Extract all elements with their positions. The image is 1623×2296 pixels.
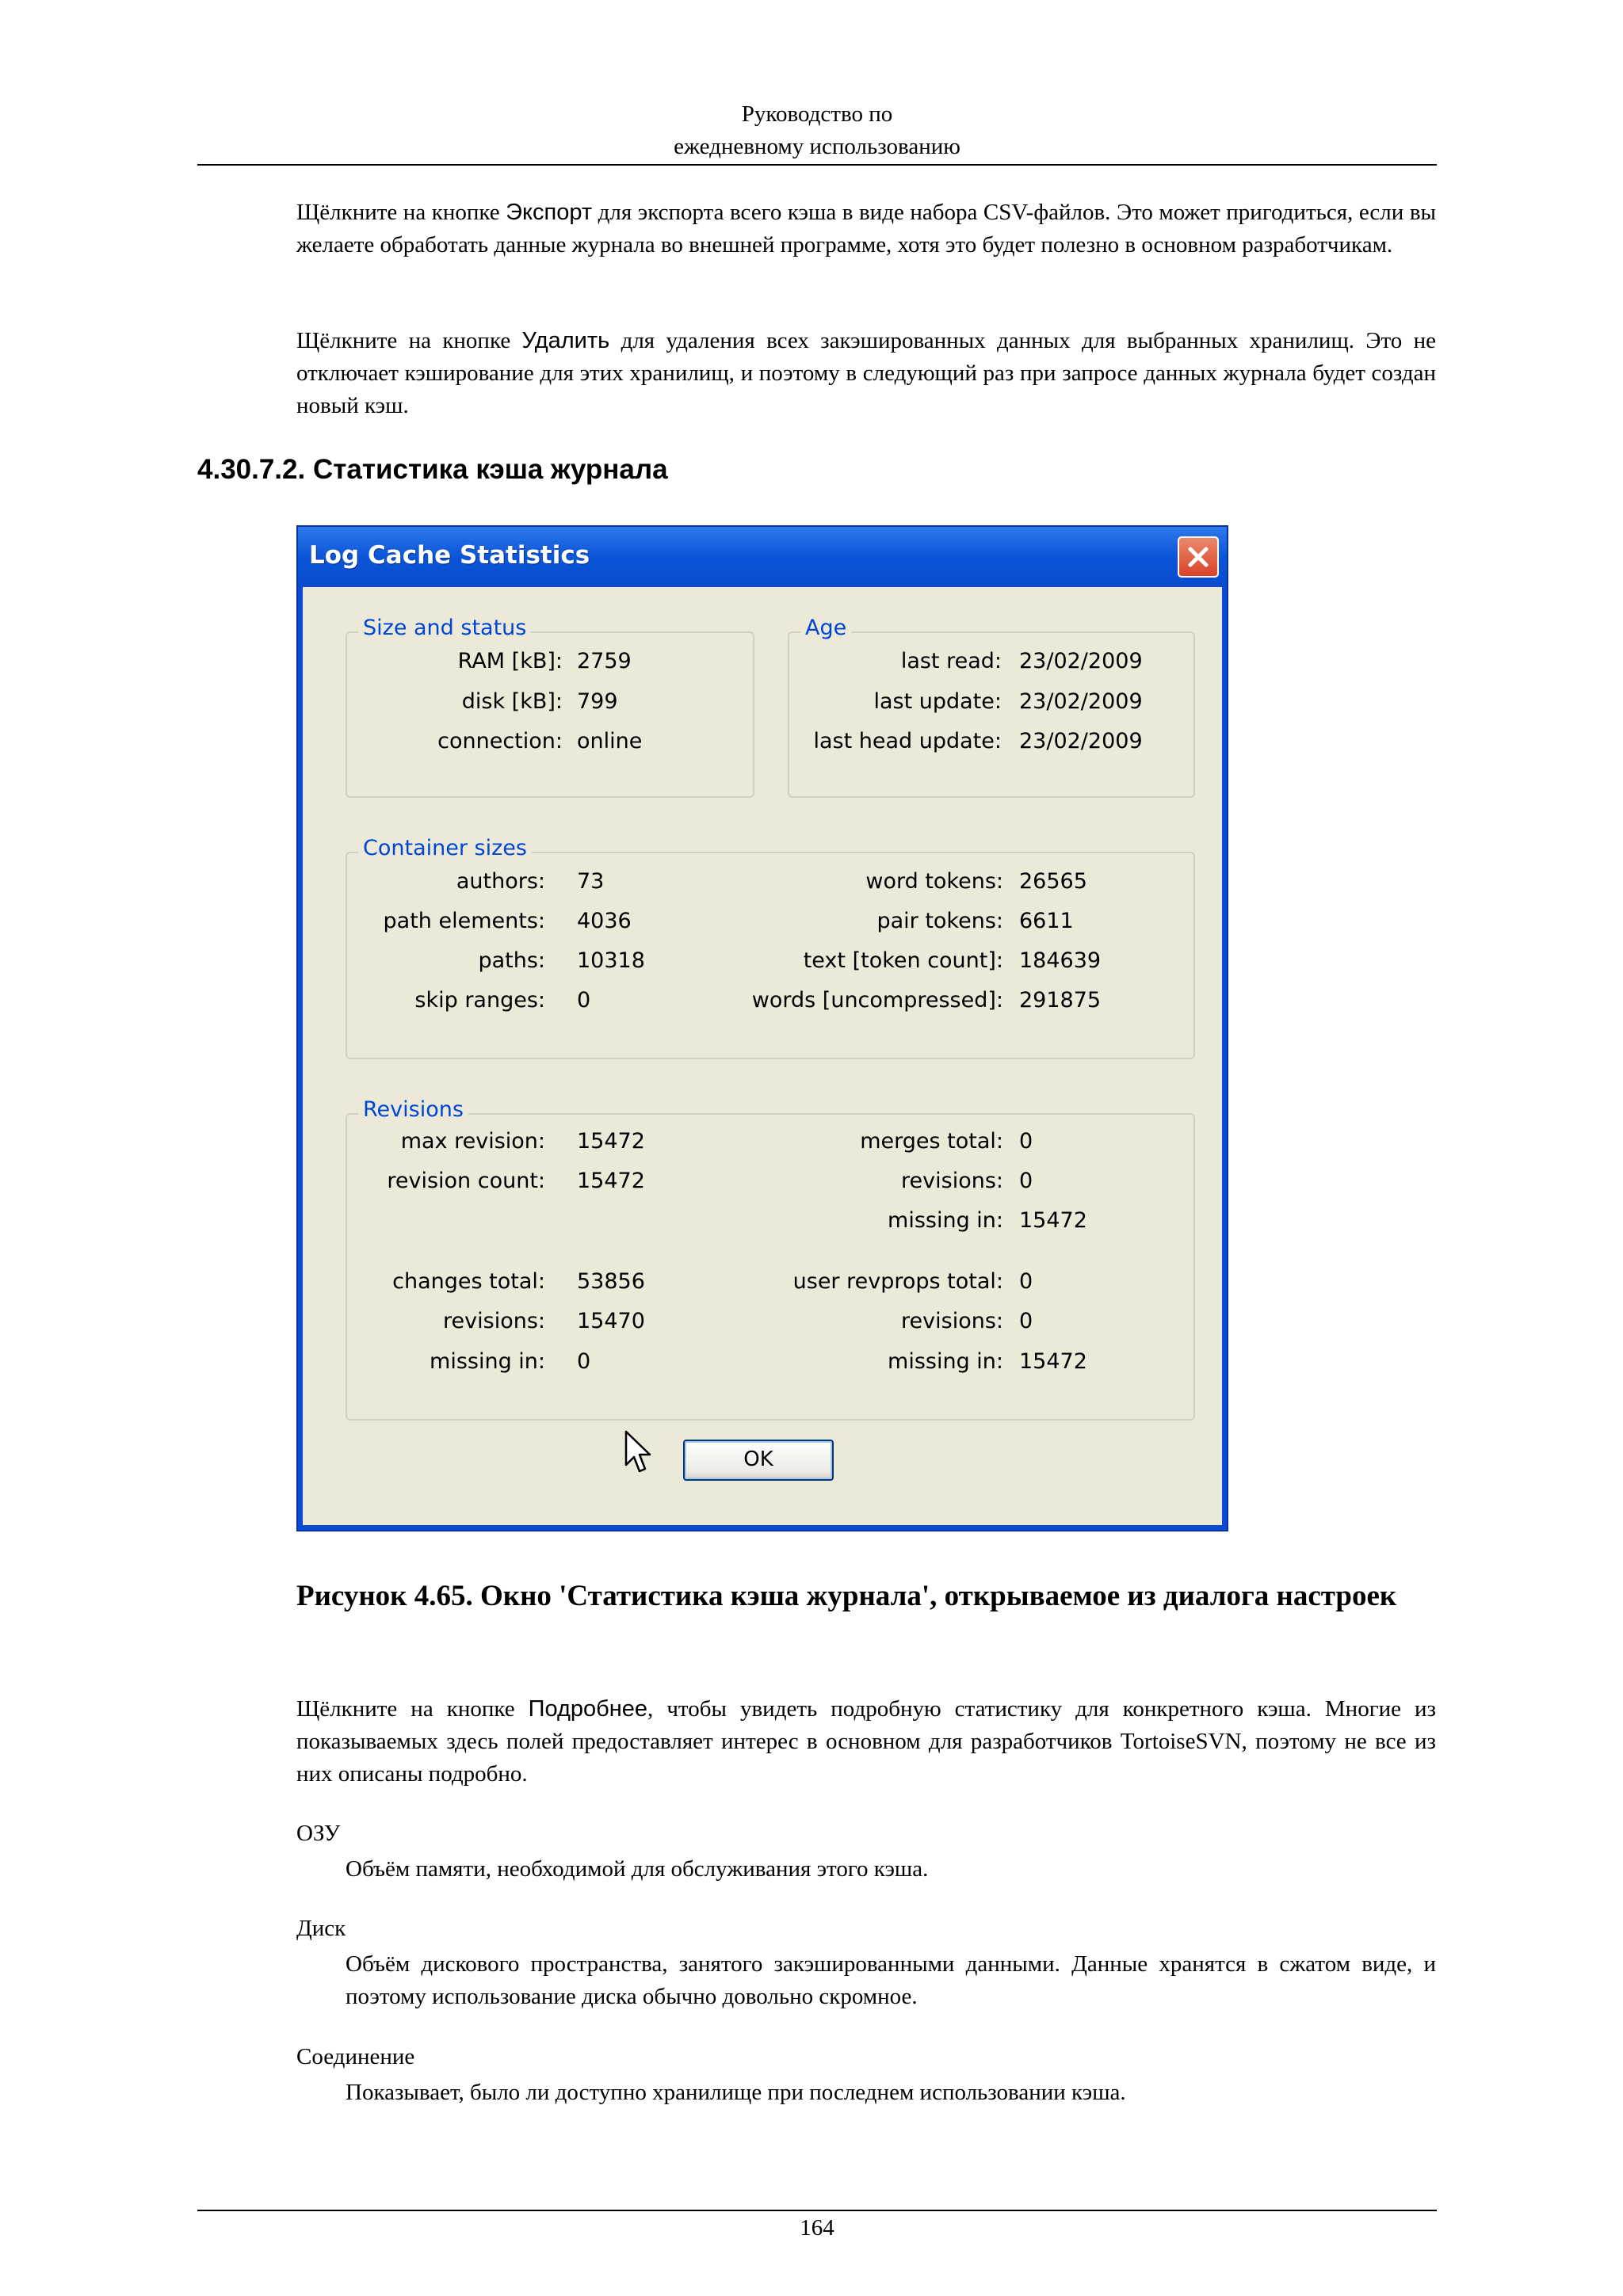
changes-revisions-value: 15470: [577, 1309, 645, 1333]
log-cache-statistics-dialog: [296, 525, 1228, 1531]
header-line-2: ежедневному использованию: [674, 134, 960, 159]
changes-missing-value: 0: [577, 1349, 591, 1374]
max-revision-value: 15472: [577, 1129, 645, 1154]
last-read-label: last read:: [900, 649, 1002, 673]
definition-text-ram: Объём памяти, необходимой для обслуживания этого кэша.: [346, 1856, 929, 1882]
changes-revisions-label: revisions:: [443, 1309, 545, 1333]
page-header: [197, 98, 1437, 163]
path-elements-label: path elements:: [383, 909, 545, 933]
skip-ranges-label: skip ranges:: [414, 988, 545, 1013]
last-read-value: 23/02/2009: [1019, 649, 1143, 673]
merges-missing-value: 15472: [1019, 1208, 1087, 1233]
delete-term: Удалить: [521, 328, 610, 353]
paths-label: paths:: [478, 948, 545, 973]
definition-text-connection: Показывает, было ли доступно хранилище при последнем использовании кэша.: [346, 2080, 1126, 2105]
authors-label: authors:: [456, 869, 545, 894]
user-revprops-total-value: 0: [1019, 1269, 1033, 1294]
size-status-title: Size and status: [358, 616, 531, 640]
disk-value: 799: [577, 689, 618, 714]
close-button[interactable]: [1178, 536, 1219, 578]
text: для экспорта всего кэша в виде набора CSV-файлов. Это может пригодиться, если вы желаете обработать данные журнала во внешней программе, хотя это будет полезно в основном разработчикам.: [296, 200, 1437, 257]
close-icon: [1179, 538, 1217, 576]
mouse-cursor-icon: [624, 1430, 653, 1474]
paragraph-export: [296, 196, 1436, 261]
revprops-revisions-label: revisions:: [901, 1309, 1003, 1333]
page-number: 164: [800, 2215, 834, 2241]
footer-rule: [197, 2210, 1437, 2211]
merges-missing-label: missing in:: [888, 1208, 1003, 1233]
words-uncompressed-value: 291875: [1019, 988, 1102, 1013]
paragraph-delete: [296, 325, 1436, 422]
container-sizes-title: Container sizes: [358, 836, 532, 860]
merges-revisions-value: 0: [1019, 1169, 1033, 1193]
dialog-title: Log Cache Statistics: [309, 541, 590, 570]
age-title: Age: [800, 616, 851, 640]
text: , чтобы увидеть подробную статистику для конкретного кэша. Многие из показываемых здесь полей предоставляет интерес в основном для разработчиков TortoiseSVN, поэтому не все из них описаны подробно.: [296, 1696, 1437, 1787]
paragraph-details: [296, 1693, 1436, 1791]
age-group: [788, 616, 1195, 798]
details-term: Подробнее: [528, 1696, 648, 1722]
definition-term-ram: ОЗУ: [296, 1821, 341, 1846]
max-revision-label: max revision:: [400, 1129, 545, 1154]
text: Щёлкните на кнопке: [296, 328, 522, 353]
text: Щёлкните на кнопке: [296, 1696, 529, 1722]
merges-total-label: merges total:: [860, 1129, 1003, 1154]
changes-total-value: 53856: [577, 1269, 645, 1294]
definition-term-disk: Диск: [296, 1916, 346, 1941]
container-sizes-group: [346, 836, 1195, 1059]
revprops-missing-label: missing in:: [888, 1349, 1003, 1374]
dialog-client-area: [303, 587, 1222, 1525]
merges-total-value: 0: [1019, 1129, 1033, 1154]
last-head-update-value: 23/02/2009: [1019, 729, 1143, 753]
ram-label: RAM [kB]:: [457, 649, 563, 673]
words-uncompressed-label: words [uncompressed]:: [751, 988, 1003, 1013]
section-heading: 4.30.7.2. Статистика кэша журнала: [197, 454, 668, 485]
last-update-value: 23/02/2009: [1019, 689, 1143, 714]
figure-caption: Рисунок 4.65. Окно 'Статистика кэша журнала', открываемое из диалога настроек: [296, 1580, 1397, 1612]
revprops-revisions-value: 0: [1019, 1309, 1033, 1333]
paths-value: 10318: [577, 948, 645, 973]
header-line-1: Руководство по: [741, 101, 893, 127]
word-tokens-label: word tokens:: [865, 869, 1003, 894]
user-revprops-total-label: user revprops total:: [792, 1269, 1003, 1294]
revision-count-value: 15472: [577, 1169, 645, 1193]
disk-label: disk [kB]:: [461, 689, 563, 714]
revprops-missing-value: 15472: [1019, 1349, 1087, 1374]
text: Щёлкните на кнопке: [296, 200, 506, 225]
path-elements-value: 4036: [577, 909, 632, 933]
word-tokens-value: 26565: [1019, 869, 1087, 894]
skip-ranges-value: 0: [577, 988, 591, 1013]
pair-tokens-label: pair tokens:: [876, 909, 1003, 933]
changes-missing-label: missing in:: [430, 1349, 545, 1374]
ok-button[interactable]: OK: [683, 1440, 834, 1481]
connection-label: connection:: [437, 729, 563, 753]
size-status-group: [346, 616, 754, 798]
definition-text-disk: Объём дискового пространства, занятого закэшированными данными. Данные хранятся в сжатом виде, и поэтому использование диска обычно довольно скромное.: [346, 1951, 1436, 2009]
changes-total-label: changes total:: [392, 1269, 545, 1294]
text-token-count-label: text [token count]:: [803, 948, 1003, 973]
pair-tokens-value: 6611: [1019, 909, 1074, 933]
ram-value: 2759: [577, 649, 632, 673]
text-token-count-value: 184639: [1019, 948, 1102, 973]
dialog-titlebar[interactable]: [298, 527, 1227, 587]
connection-value: online: [577, 729, 643, 753]
text: для удаления всех закэшированных данных для выбранных хранилищ. Это не отключает кэширование для этих хранилищ, и поэтому в следующий раз при запросе данных журнала будет создан новый кэш.: [296, 328, 1437, 418]
revisions-title: Revisions: [358, 1097, 468, 1122]
definition-term-connection: Соединение: [296, 2044, 415, 2069]
merges-revisions-label: revisions:: [901, 1169, 1003, 1193]
revision-count-label: revision count:: [387, 1169, 545, 1193]
export-term: Экспорт: [506, 200, 593, 225]
last-head-update-label: last head update:: [813, 729, 1002, 753]
authors-value: 73: [577, 869, 605, 894]
header-rule: [197, 164, 1437, 166]
revisions-group: [346, 1097, 1195, 1421]
last-update-label: last update:: [873, 689, 1002, 714]
